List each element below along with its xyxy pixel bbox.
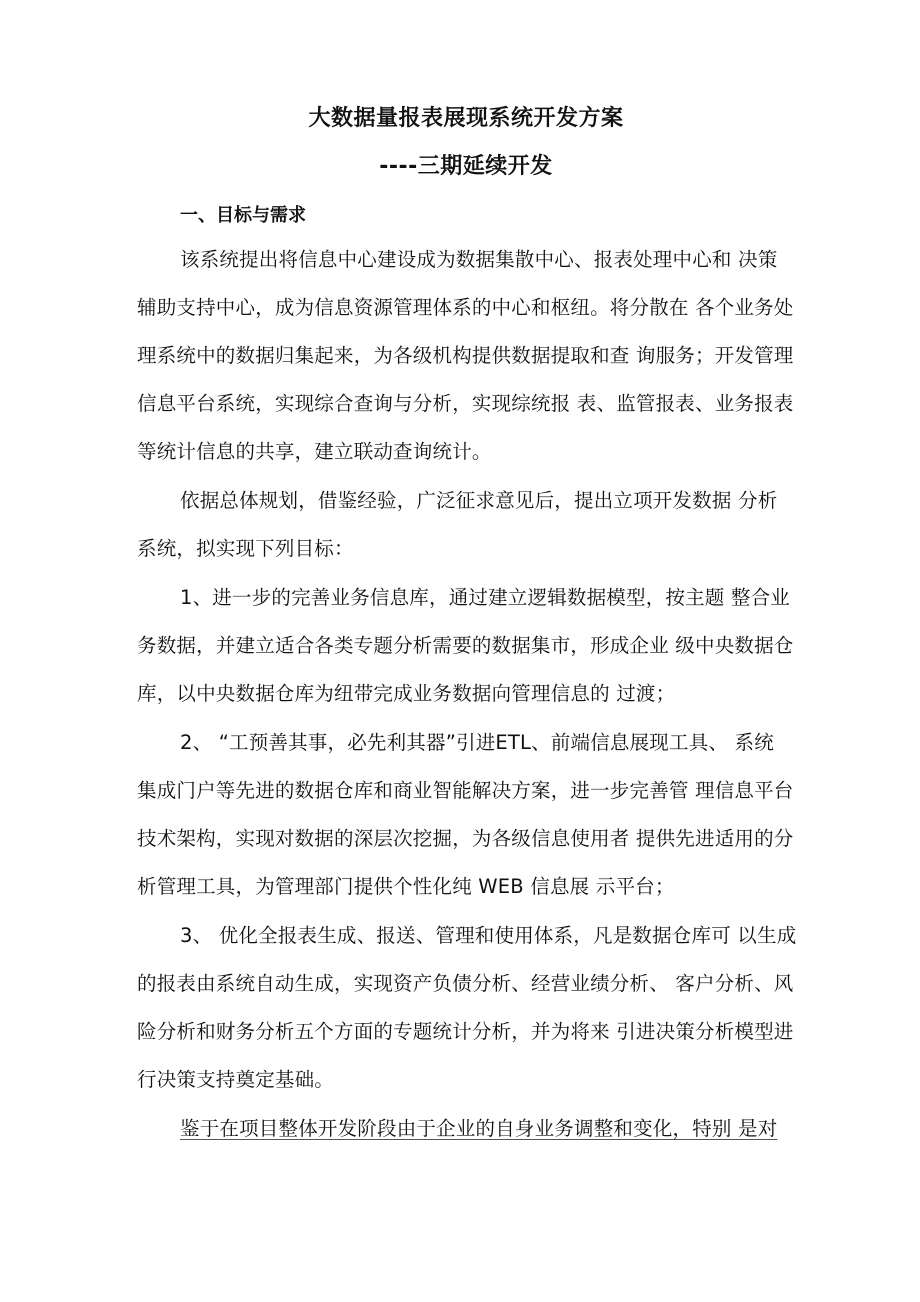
text-line: 库，以中央数据仓库为纽带完成业务数据向管理信息的 过渡； — [137, 682, 676, 705]
text-line: 2、 “工预善其事，必先利其器”引进ETL、前端信息展现工具、 系统 — [180, 731, 774, 754]
text-line: 信息平台系统，实现综合查询与分析，实现综统报 表、监管报表、业务报表 — [137, 392, 794, 415]
text-line: 该系统提出将信息中心建设成为数据集散中心、报表处理中心和 决策 — [180, 248, 778, 271]
text-line: 3、 优化全报表生成、报送、管理和使用体系，凡是数据仓库可 以生成 — [180, 924, 797, 947]
text-line: 集成门户等先进的数据仓库和商业智能解决方案，进一步完善管 理信息平台 — [137, 779, 794, 802]
text-line: 的报表由系统自动生成，实现资产负债分析、经营业绩分析、 客户分析、风 — [137, 972, 794, 995]
text-line: 1、进一步的完善业务信息库，通过建立逻辑数据模型，按主题 整合业 — [180, 586, 791, 609]
text-line: 行决策支持奠定基础。 — [137, 1068, 335, 1091]
text-line: 依据总体规划，借鉴经验，广泛征求意见后，提出立项开发数据 分析 — [180, 489, 778, 512]
section-heading: 一、目标与需求 — [180, 205, 306, 226]
text-line: 险分析和财务分析五个方面的专题统计分析，并为将来 引进决策分析模型进 — [137, 1020, 794, 1043]
document-subtitle: ----三期延续开发 — [379, 154, 553, 179]
text-line: 析管理工具，为管理部门提供个性化纯 WEB 信息展 示平台； — [137, 875, 675, 898]
text-line: 技术架构，实现对数据的深层次挖掘，为各级信息使用者 提供先进适用的分 — [137, 827, 794, 850]
text-line: 系统，拟实现下列目标： — [137, 537, 354, 560]
text-line: 辅助支持中心，成为信息资源管理体系的中心和枢纽。将分散在 各个业务处 — [137, 296, 794, 319]
document-title: 大数据量报表展现系统开发方案 — [308, 106, 624, 131]
text-line: 务数据，并建立适合各类专题分析需要的数据集市，形成企业 级中央数据仓 — [137, 634, 794, 657]
text-line: 理系统中的数据归集起来，为各级机构提供数据提取和查 询服务；开发管理 — [137, 344, 794, 367]
text-line: 等统计信息的共享，建立联动查询统计。 — [137, 440, 492, 463]
text-line: 鉴于在项目整体开发阶段由于企业的自身业务调整和变化，特别 是对 — [180, 1117, 778, 1140]
